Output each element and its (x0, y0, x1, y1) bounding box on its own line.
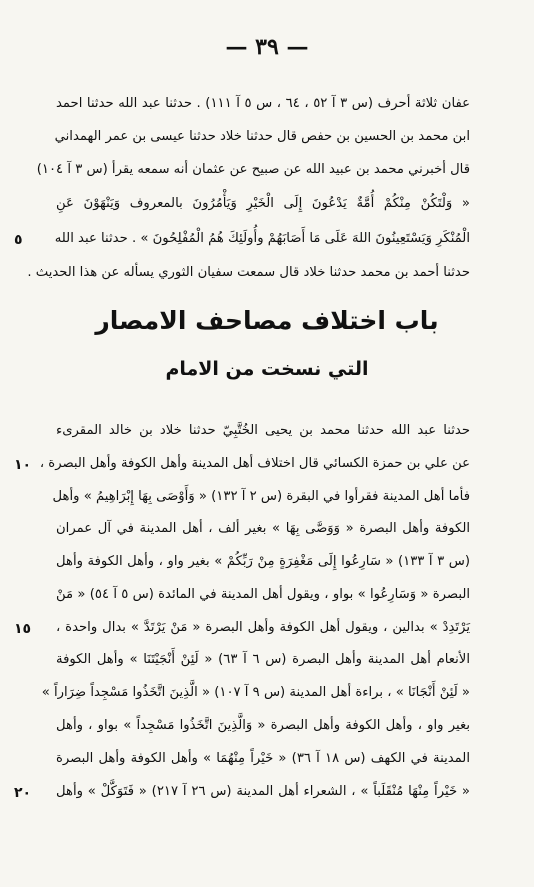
text-line: الْمُنْكَرِ وَيَسْتَعِينُونَ اللهَ عَلَى مَا أَصَابَهُمْ وأُولَئِكَ هُمُ الْمُفْلِحُونَ » . حدثنا عبد الله (54, 231, 470, 246)
text-line: فأما أهل المدينة فقرأوا في البقرة (س ٢ آ ١٣٢) « وَأَوْصَى بِهَا إِبْرَاهِيمُ » وأهل (52, 489, 470, 504)
text-line: الأنعام أهل المدينة وأهل البصرة (س ٦ آ ٦٣) « لَئِنْ أَنْجَيْتَنَا » وأهل الكوفة (56, 652, 470, 667)
text-line: « خَيْراً مِنْهَا مُنْقَلَباً » ، الشعراء أهل المدينة (س ٢٦ آ ٢١٧) « فَتَوَكَّلْ » وأهل (56, 784, 470, 799)
line-number: ١٥ (14, 621, 32, 637)
line-number: ٢٠ (14, 785, 32, 801)
text-line: حدثنا عبد الله حدثنا محمد بن يحيى الخُتَّبِيّ حدثنا خلاد بن خالد المقرىء (56, 423, 470, 438)
chapter-subtitle: التي نسخت من الامام (165, 358, 369, 380)
line-number: ١٠ (14, 457, 32, 473)
text-line: « وَلْتَكُنْ مِنْكُمْ أُمَّةٌ يَدْعُونَ إِلَى الْخَيْرِ وَيَأْمُرُونَ بالمعروف وَيَنْهَوْنَ عَنِ (56, 196, 470, 211)
text-line: الكوفة وأهل البصرة « وَوَصَّى بِهَا » بغير ألف ، أهل المدينة في آل عمران (56, 521, 470, 536)
chapter-title: باب اختلاف مصاحف الامصار (95, 306, 439, 335)
page-number: — ٣٩ — (225, 34, 309, 60)
text-line: « لَئِنْ أَنْجَانَا » ، براءة أهل المدينة (س ٩ آ ١٠٧) « الَّذِينَ اتَّخَذُوا مَسْجِداً ضِرَاراً » (41, 685, 470, 700)
text-line: المدينة في الكهف (س ١٨ آ ٣٦) « خَيْراً مِنْهُمَا » وأهل الكوفة وأهل البصرة (56, 751, 470, 766)
text-line: بغير واو ، وأهل الكوفة وأهل البصرة « وَالَّذِينَ اتَّخَذُوا مَسْجِداً » بواو ، وأهل (56, 718, 470, 733)
text-line: حدثنا أحمد بن محمد حدثنا خلاد قال سمعت سفيان الثوري يسأله عن هذا الحديث . (27, 265, 470, 280)
text-line: عن علي بن حمزة الكسائي قال اختلاف أهل المدينة وأهل الكوفة وأهل البصرة ، (39, 456, 470, 471)
text-line: البصرة « وَسَارِعُوا » بواو ، ويقول أهل المدينة في المائدة (س ٥ آ ٥٤) « مَنْ (56, 587, 470, 602)
text-line: عفان ثلاثة أحرف (س ٣ آ ٥٢ ، ٦٤ ، س ٥ آ ١١١) . حدثنا عبد الله حدثنا احمد (56, 96, 471, 111)
text-line: يَرْتَدِدْ » بدالين ، ويقول أهل الكوفة وأهل البصرة « مَنْ يَرْتَدَّ » بدال واحدة ، (56, 620, 470, 635)
text-line: ابن محمد بن الحسين بن حفص قال حدثنا خلاد حدثنا عيسى بن عمر الهمداني (54, 129, 470, 144)
line-number: ٥ (14, 232, 23, 248)
text-line: (س ٣ آ ١٣٣) « سَارِعُوا إِلَى مَغْفِرَةٍ مِنْ رَبِّكُمْ » بغير واو ، وأهل الكوفة وأهل (56, 554, 470, 569)
text-line: قال أخبرني محمد بن عبيد الله عن صبيح عن عثمان أنه سمعه يقرأ (س ٣ آ ١٠٤) (36, 162, 470, 177)
